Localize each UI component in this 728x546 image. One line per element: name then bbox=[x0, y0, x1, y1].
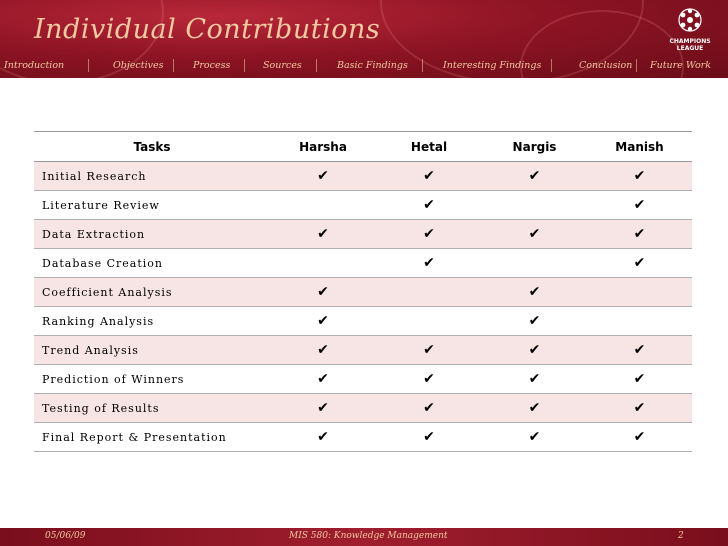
checkmark-icon: ✔ bbox=[587, 394, 692, 423]
table-row bbox=[34, 423, 692, 452]
nav-future-work[interactable]: Future Work bbox=[650, 60, 711, 71]
checkmark-icon: ✔ bbox=[376, 365, 482, 394]
checkmark-icon: ✔ bbox=[376, 423, 482, 452]
task-name-cell: Coefficient Analysis bbox=[34, 278, 270, 307]
section-nav bbox=[0, 57, 728, 75]
nav-divider bbox=[88, 59, 89, 72]
checkmark-icon: ✔ bbox=[270, 278, 376, 307]
nav-objectives[interactable]: Objectives bbox=[113, 60, 164, 71]
checkmark-icon: ✔ bbox=[482, 278, 587, 307]
nav-basic-findings[interactable]: Basic Findings bbox=[337, 60, 408, 71]
table-row bbox=[34, 249, 692, 278]
task-name-cell: Literature Review bbox=[34, 191, 270, 220]
checkmark-icon: ✔ bbox=[482, 336, 587, 365]
checkmark-icon: ✔ bbox=[270, 336, 376, 365]
checkmark-icon: ✔ bbox=[376, 220, 482, 249]
nav-divider bbox=[551, 59, 552, 72]
table-body bbox=[34, 162, 692, 452]
checkmark-icon: ✔ bbox=[270, 307, 376, 336]
table-row bbox=[34, 307, 692, 336]
footer-course: MIS 580: Knowledge Management bbox=[289, 531, 448, 541]
nav-divider bbox=[173, 59, 174, 72]
checkmark-icon: ✔ bbox=[376, 191, 482, 220]
empty-cell bbox=[482, 249, 587, 278]
task-name-cell: Trend Analysis bbox=[34, 336, 270, 365]
header-banner bbox=[0, 0, 728, 78]
table-row bbox=[34, 278, 692, 307]
checkmark-icon: ✔ bbox=[587, 336, 692, 365]
checkmark-icon: ✔ bbox=[482, 162, 587, 191]
nav-conclusion[interactable]: Conclusion bbox=[579, 60, 633, 71]
nav-divider bbox=[636, 59, 637, 72]
task-name-cell: Testing of Results bbox=[34, 394, 270, 423]
column-header-hetal: Hetal bbox=[376, 132, 482, 162]
empty-cell bbox=[376, 278, 482, 307]
table-row bbox=[34, 336, 692, 365]
column-header-nargis: Nargis bbox=[482, 132, 587, 162]
table-row bbox=[34, 394, 692, 423]
task-name-cell: Initial Research bbox=[34, 162, 270, 191]
checkmark-icon: ✔ bbox=[482, 307, 587, 336]
slide-title: Individual Contributions bbox=[34, 14, 381, 45]
footer-page-number: 2 bbox=[678, 531, 684, 541]
task-name-cell: Ranking Analysis bbox=[34, 307, 270, 336]
checkmark-icon: ✔ bbox=[270, 220, 376, 249]
nav-introduction[interactable]: Introduction bbox=[4, 60, 65, 71]
checkmark-icon: ✔ bbox=[482, 220, 587, 249]
column-header-tasks: Tasks bbox=[34, 132, 270, 162]
checkmark-icon: ✔ bbox=[587, 220, 692, 249]
footer-date: 05/06/09 bbox=[45, 531, 86, 541]
checkmark-icon: ✔ bbox=[587, 191, 692, 220]
checkmark-icon: ✔ bbox=[587, 162, 692, 191]
task-name-cell: Database Creation bbox=[34, 249, 270, 278]
checkmark-icon: ✔ bbox=[587, 423, 692, 452]
table-row bbox=[34, 162, 692, 191]
table-header-row bbox=[34, 132, 692, 162]
checkmark-icon: ✔ bbox=[270, 423, 376, 452]
empty-cell bbox=[587, 307, 692, 336]
checkmark-icon: ✔ bbox=[270, 365, 376, 394]
empty-cell bbox=[587, 278, 692, 307]
task-name-cell: Prediction of Winners bbox=[34, 365, 270, 394]
table-row bbox=[34, 191, 692, 220]
checkmark-icon: ✔ bbox=[270, 394, 376, 423]
checkmark-icon: ✔ bbox=[376, 249, 482, 278]
empty-cell bbox=[482, 191, 587, 220]
table-row bbox=[34, 365, 692, 394]
checkmark-icon: ✔ bbox=[376, 394, 482, 423]
nav-divider bbox=[244, 59, 245, 72]
checkmark-icon: ✔ bbox=[587, 365, 692, 394]
nav-sources[interactable]: Sources bbox=[263, 60, 302, 71]
nav-interesting-findings[interactable]: Interesting Findings bbox=[443, 60, 542, 71]
task-name-cell: Data Extraction bbox=[34, 220, 270, 249]
checkmark-icon: ✔ bbox=[376, 162, 482, 191]
empty-cell bbox=[270, 191, 376, 220]
checkmark-icon: ✔ bbox=[376, 336, 482, 365]
checkmark-icon: ✔ bbox=[482, 365, 587, 394]
footer-bar bbox=[0, 528, 728, 546]
checkmark-icon: ✔ bbox=[270, 162, 376, 191]
nav-divider bbox=[316, 59, 317, 72]
logo-line-2: LEAGUE bbox=[676, 45, 704, 52]
column-header-harsha: Harsha bbox=[270, 132, 376, 162]
task-name-cell: Final Report & Presentation bbox=[34, 423, 270, 452]
logo-line-1: CHAMPIONS bbox=[669, 38, 711, 45]
column-header-manish: Manish bbox=[587, 132, 692, 162]
empty-cell bbox=[376, 307, 482, 336]
checkmark-icon: ✔ bbox=[482, 394, 587, 423]
checkmark-icon: ✔ bbox=[587, 249, 692, 278]
table-row bbox=[34, 220, 692, 249]
checkmark-icon: ✔ bbox=[482, 423, 587, 452]
nav-process[interactable]: Process bbox=[193, 60, 231, 71]
contributions-table bbox=[34, 131, 692, 452]
logo-wordmark bbox=[664, 38, 716, 52]
nav-divider bbox=[422, 59, 423, 72]
empty-cell bbox=[270, 249, 376, 278]
